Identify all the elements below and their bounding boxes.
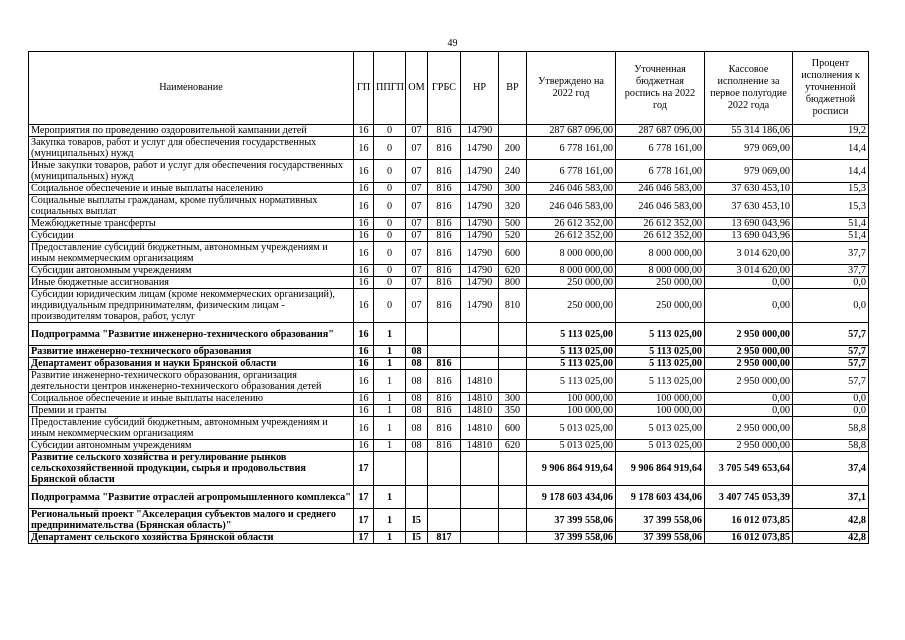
cell-ppgp: 1: [374, 358, 406, 370]
cell-approved: 37 399 558,06: [527, 509, 616, 532]
cell-grbs: 816: [428, 242, 461, 265]
cell-approved: 5 013 025,00: [527, 417, 616, 440]
cell-vr: [499, 370, 527, 393]
cell-name: Межбюджетные трансферты: [29, 218, 354, 230]
cell-refined: 37 399 558,06: [616, 532, 705, 544]
cell-om: [406, 486, 428, 509]
cell-ppgp: 0: [374, 160, 406, 183]
cell-gp: 16: [354, 393, 374, 405]
cell-executed: 2 950 000,00: [705, 370, 793, 393]
cell-om: 07: [406, 183, 428, 195]
cell-percent: 15,3: [793, 195, 869, 218]
cell-ppgp: 1: [374, 405, 406, 417]
cell-executed: 979 069,00: [705, 137, 793, 160]
header-np: НР: [461, 52, 499, 125]
table-row: [29, 195, 869, 218]
cell-refined: 246 046 583,00: [616, 183, 705, 195]
cell-approved: 9 906 864 919,64: [527, 452, 616, 486]
cell-vr: [499, 323, 527, 346]
header-name: Наименование: [29, 52, 354, 125]
cell-grbs: 816: [428, 440, 461, 452]
cell-name: Субсидии юридическим лицам (кроме некоммерческих организаций), индивидуальным предпринимателям, физическим лицам - производителям товаров, работ, услуг: [29, 289, 354, 323]
cell-name: Субсидии автономным учреждениям: [29, 265, 354, 277]
cell-om: 07: [406, 160, 428, 183]
cell-ppgp: 0: [374, 218, 406, 230]
cell-np: 14790: [461, 242, 499, 265]
cell-ppgp: [374, 452, 406, 486]
cell-np: 14810: [461, 440, 499, 452]
cell-np: [461, 486, 499, 509]
cell-executed: 0,00: [705, 277, 793, 289]
cell-grbs: 816: [428, 218, 461, 230]
cell-grbs: 816: [428, 370, 461, 393]
cell-grbs: 816: [428, 183, 461, 195]
cell-percent: 0,0: [793, 289, 869, 323]
cell-name: Предоставление субсидий бюджетным, автономным учреждениям и иным некоммерческим организациям: [29, 242, 354, 265]
cell-np: [461, 509, 499, 532]
cell-executed: 0,00: [705, 405, 793, 417]
cell-refined: 100 000,00: [616, 393, 705, 405]
cell-name: Социальное обеспечение и иные выплаты населению: [29, 183, 354, 195]
cell-refined: 9 178 603 434,06: [616, 486, 705, 509]
cell-approved: 250 000,00: [527, 277, 616, 289]
cell-executed: 55 314 186,06: [705, 125, 793, 137]
table-row: [29, 160, 869, 183]
cell-approved: 100 000,00: [527, 405, 616, 417]
cell-approved: 5 113 025,00: [527, 346, 616, 358]
cell-grbs: 816: [428, 195, 461, 218]
header-executed: Кассовое исполнение за первое полугодие 2022 года: [705, 52, 793, 125]
cell-executed: 3 014 620,00: [705, 242, 793, 265]
cell-om: 08: [406, 440, 428, 452]
cell-gp: 16: [354, 218, 374, 230]
cell-ppgp: 1: [374, 323, 406, 346]
cell-percent: 57,7: [793, 358, 869, 370]
cell-approved: 37 399 558,06: [527, 532, 616, 544]
table-row: [29, 218, 869, 230]
cell-np: 14810: [461, 370, 499, 393]
cell-percent: 42,8: [793, 509, 869, 532]
cell-vr: [499, 532, 527, 544]
cell-ppgp: 1: [374, 393, 406, 405]
cell-approved: 6 778 161,00: [527, 160, 616, 183]
cell-om: 07: [406, 242, 428, 265]
cell-vr: 520: [499, 230, 527, 242]
cell-om: 07: [406, 289, 428, 323]
page-number: 49: [447, 38, 458, 49]
cell-percent: 37,1: [793, 486, 869, 509]
cell-ppgp: 1: [374, 532, 406, 544]
cell-gp: 16: [354, 289, 374, 323]
cell-np: 14790: [461, 125, 499, 137]
cell-executed: 2 950 000,00: [705, 323, 793, 346]
cell-refined: 5 113 025,00: [616, 323, 705, 346]
cell-vr: [499, 346, 527, 358]
cell-gp: 16: [354, 277, 374, 289]
cell-executed: 979 069,00: [705, 160, 793, 183]
table-row: [29, 289, 869, 323]
cell-executed: 13 690 043,96: [705, 218, 793, 230]
cell-approved: 100 000,00: [527, 393, 616, 405]
cell-approved: 287 687 096,00: [527, 125, 616, 137]
cell-refined: 26 612 352,00: [616, 218, 705, 230]
cell-om: 07: [406, 125, 428, 137]
cell-vr: 300: [499, 393, 527, 405]
cell-ppgp: 0: [374, 265, 406, 277]
cell-vr: [499, 125, 527, 137]
cell-np: 14790: [461, 289, 499, 323]
cell-percent: 0,0: [793, 405, 869, 417]
cell-gp: 16: [354, 195, 374, 218]
cell-vr: [499, 452, 527, 486]
cell-np: 14810: [461, 393, 499, 405]
cell-refined: 26 612 352,00: [616, 230, 705, 242]
table-row: [29, 183, 869, 195]
cell-executed: 3 407 745 053,39: [705, 486, 793, 509]
cell-gp: 17: [354, 452, 374, 486]
cell-name: Субсидии: [29, 230, 354, 242]
cell-om: 08: [406, 370, 428, 393]
cell-approved: 5 113 025,00: [527, 370, 616, 393]
cell-percent: 14,4: [793, 137, 869, 160]
cell-vr: 500: [499, 218, 527, 230]
cell-np: 14790: [461, 137, 499, 160]
cell-vr: [499, 358, 527, 370]
cell-approved: 5 113 025,00: [527, 323, 616, 346]
cell-om: [406, 323, 428, 346]
cell-gp: 16: [354, 417, 374, 440]
cell-ppgp: 0: [374, 289, 406, 323]
table-row: [29, 440, 869, 452]
cell-np: 14790: [461, 160, 499, 183]
cell-vr: 600: [499, 242, 527, 265]
table-row: [29, 230, 869, 242]
table-row: [29, 452, 869, 486]
cell-om: I5: [406, 509, 428, 532]
table-header-row: [29, 52, 869, 125]
cell-executed: 0,00: [705, 393, 793, 405]
cell-refined: 37 399 558,06: [616, 509, 705, 532]
cell-grbs: 816: [428, 358, 461, 370]
cell-approved: 5 013 025,00: [527, 440, 616, 452]
cell-executed: 0,00: [705, 289, 793, 323]
cell-vr: 200: [499, 137, 527, 160]
cell-percent: 51,4: [793, 230, 869, 242]
cell-refined: 8 000 000,00: [616, 265, 705, 277]
cell-gp: 16: [354, 370, 374, 393]
cell-ppgp: 0: [374, 242, 406, 265]
cell-vr: 320: [499, 195, 527, 218]
cell-gp: 16: [354, 160, 374, 183]
cell-grbs: 816: [428, 125, 461, 137]
cell-percent: 57,7: [793, 323, 869, 346]
cell-grbs: 817: [428, 532, 461, 544]
cell-ppgp: 0: [374, 277, 406, 289]
cell-approved: 246 046 583,00: [527, 195, 616, 218]
cell-gp: 16: [354, 346, 374, 358]
cell-refined: 8 000 000,00: [616, 242, 705, 265]
cell-np: 14790: [461, 230, 499, 242]
cell-grbs: [428, 509, 461, 532]
cell-approved: 246 046 583,00: [527, 183, 616, 195]
cell-ppgp: 1: [374, 346, 406, 358]
cell-om: 07: [406, 265, 428, 277]
cell-gp: 16: [354, 242, 374, 265]
cell-executed: 2 950 000,00: [705, 440, 793, 452]
cell-vr: 800: [499, 277, 527, 289]
cell-grbs: [428, 452, 461, 486]
cell-name: Подпрограмма "Развитие отраслей агропромышленного комплекса": [29, 486, 354, 509]
cell-np: 14810: [461, 405, 499, 417]
cell-grbs: [428, 486, 461, 509]
cell-ppgp: 0: [374, 230, 406, 242]
header-grbs: ГРБС: [428, 52, 461, 125]
cell-approved: 5 113 025,00: [527, 358, 616, 370]
table-row: [29, 486, 869, 509]
cell-ppgp: 0: [374, 137, 406, 160]
cell-grbs: [428, 323, 461, 346]
cell-vr: [499, 509, 527, 532]
cell-approved: 26 612 352,00: [527, 230, 616, 242]
cell-np: [461, 452, 499, 486]
table-row: [29, 509, 869, 532]
cell-name: Развитие инженерно-технического образования, организация деятельности центров инженерно-технического образования детей: [29, 370, 354, 393]
cell-refined: 100 000,00: [616, 405, 705, 417]
cell-percent: 58,8: [793, 440, 869, 452]
header-percent: Процент исполнения к уточненной бюджетной росписи: [793, 52, 869, 125]
table-row: [29, 265, 869, 277]
cell-name: Предоставление субсидий бюджетным, автономным учреждениям и иным некоммерческим организациям: [29, 417, 354, 440]
cell-vr: 600: [499, 417, 527, 440]
cell-approved: 6 778 161,00: [527, 137, 616, 160]
cell-name: Подпрограмма "Развитие инженерно-технического образования": [29, 323, 354, 346]
cell-executed: 16 012 073,85: [705, 532, 793, 544]
cell-refined: 6 778 161,00: [616, 160, 705, 183]
cell-gp: 17: [354, 532, 374, 544]
cell-np: 14790: [461, 183, 499, 195]
cell-refined: 5 013 025,00: [616, 440, 705, 452]
cell-executed: 37 630 453,10: [705, 195, 793, 218]
cell-name: Социальные выплаты гражданам, кроме публичных нормативных социальных выплат: [29, 195, 354, 218]
cell-ppgp: 1: [374, 370, 406, 393]
cell-om: 07: [406, 218, 428, 230]
cell-om: 07: [406, 230, 428, 242]
cell-percent: 15,3: [793, 183, 869, 195]
cell-name: Закупка товаров, работ и услуг для обеспечения государственных (муниципальных) нужд: [29, 137, 354, 160]
cell-approved: 250 000,00: [527, 289, 616, 323]
table-row: [29, 405, 869, 417]
cell-grbs: 816: [428, 265, 461, 277]
cell-percent: 19,2: [793, 125, 869, 137]
cell-gp: 16: [354, 405, 374, 417]
cell-percent: 37,7: [793, 265, 869, 277]
cell-gp: 16: [354, 440, 374, 452]
cell-om: 08: [406, 405, 428, 417]
cell-om: 08: [406, 358, 428, 370]
cell-np: 14810: [461, 417, 499, 440]
cell-vr: 300: [499, 183, 527, 195]
cell-grbs: 816: [428, 277, 461, 289]
cell-refined: 246 046 583,00: [616, 195, 705, 218]
cell-refined: 5 113 025,00: [616, 346, 705, 358]
cell-name: Департамент сельского хозяйства Брянской области: [29, 532, 354, 544]
cell-name: Социальное обеспечение и иные выплаты населению: [29, 393, 354, 405]
cell-grbs: 816: [428, 417, 461, 440]
cell-percent: 42,8: [793, 532, 869, 544]
cell-vr: 620: [499, 440, 527, 452]
cell-ppgp: 1: [374, 486, 406, 509]
cell-executed: 13 690 043,96: [705, 230, 793, 242]
table-row: [29, 417, 869, 440]
cell-np: 14790: [461, 265, 499, 277]
cell-executed: 2 950 000,00: [705, 346, 793, 358]
cell-percent: 57,7: [793, 370, 869, 393]
cell-vr: 240: [499, 160, 527, 183]
cell-gp: 16: [354, 125, 374, 137]
budget-table: [28, 51, 869, 544]
cell-om: 07: [406, 137, 428, 160]
cell-executed: 3 014 620,00: [705, 265, 793, 277]
header-vr: ВР: [499, 52, 527, 125]
table-row: [29, 393, 869, 405]
cell-np: [461, 323, 499, 346]
table-row: [29, 242, 869, 265]
cell-percent: 14,4: [793, 160, 869, 183]
cell-refined: 6 778 161,00: [616, 137, 705, 160]
cell-vr: [499, 486, 527, 509]
cell-refined: 5 113 025,00: [616, 370, 705, 393]
cell-percent: 37,4: [793, 452, 869, 486]
cell-om: 08: [406, 417, 428, 440]
header-ppgp: ППГП: [374, 52, 406, 125]
cell-name: Департамент образования и науки Брянской области: [29, 358, 354, 370]
header-gp: ГП: [354, 52, 374, 125]
cell-gp: 16: [354, 358, 374, 370]
cell-refined: 5 013 025,00: [616, 417, 705, 440]
cell-ppgp: 0: [374, 125, 406, 137]
cell-executed: 16 012 073,85: [705, 509, 793, 532]
table-row: [29, 346, 869, 358]
cell-gp: 16: [354, 183, 374, 195]
table-row: [29, 370, 869, 393]
cell-grbs: 816: [428, 230, 461, 242]
header-approved: Утверждено на 2022 год: [527, 52, 616, 125]
cell-name: Развитие сельского хозяйства и регулирование рынков сельскохозяйственной продукции, сырья и продовольствия Брянской области: [29, 452, 354, 486]
cell-executed: 37 630 453,10: [705, 183, 793, 195]
cell-grbs: 816: [428, 289, 461, 323]
cell-approved: 8 000 000,00: [527, 242, 616, 265]
cell-refined: 287 687 096,00: [616, 125, 705, 137]
cell-refined: 250 000,00: [616, 289, 705, 323]
cell-om: 08: [406, 346, 428, 358]
cell-om: 07: [406, 277, 428, 289]
header-refined: Уточненная бюджетная роспись на 2022 год: [616, 52, 705, 125]
cell-np: [461, 358, 499, 370]
cell-executed: 3 705 549 653,64: [705, 452, 793, 486]
table-row: [29, 532, 869, 544]
cell-percent: 0,0: [793, 277, 869, 289]
cell-grbs: 816: [428, 137, 461, 160]
cell-refined: 250 000,00: [616, 277, 705, 289]
cell-np: 14790: [461, 277, 499, 289]
cell-grbs: [428, 346, 461, 358]
cell-refined: 9 906 864 919,64: [616, 452, 705, 486]
cell-name: Субсидии автономным учреждениям: [29, 440, 354, 452]
cell-gp: 16: [354, 137, 374, 160]
cell-gp: 17: [354, 486, 374, 509]
cell-percent: 51,4: [793, 218, 869, 230]
header-om: ОМ: [406, 52, 428, 125]
cell-refined: 5 113 025,00: [616, 358, 705, 370]
table-row: [29, 277, 869, 289]
cell-gp: 17: [354, 509, 374, 532]
cell-vr: 810: [499, 289, 527, 323]
cell-np: [461, 532, 499, 544]
cell-name: Мероприятия по проведению оздоровительной кампании детей: [29, 125, 354, 137]
cell-np: 14790: [461, 218, 499, 230]
table-row: [29, 358, 869, 370]
table-row: [29, 323, 869, 346]
cell-ppgp: 1: [374, 509, 406, 532]
table-body: [29, 125, 869, 544]
table-row: [29, 125, 869, 137]
cell-name: Иные закупки товаров, работ и услуг для обеспечения государственных (муниципальных) нужд: [29, 160, 354, 183]
cell-vr: 350: [499, 405, 527, 417]
cell-name: Премии и гранты: [29, 405, 354, 417]
cell-ppgp: 1: [374, 417, 406, 440]
cell-vr: 620: [499, 265, 527, 277]
cell-ppgp: 0: [374, 183, 406, 195]
cell-om: 08: [406, 393, 428, 405]
cell-percent: 57,7: [793, 346, 869, 358]
cell-grbs: 816: [428, 405, 461, 417]
cell-name: Региональный проект "Акселерация субъектов малого и среднего предпринимательства (Брянская область)": [29, 509, 354, 532]
cell-percent: 37,7: [793, 242, 869, 265]
cell-approved: 8 000 000,00: [527, 265, 616, 277]
table-row: [29, 137, 869, 160]
cell-om: [406, 452, 428, 486]
cell-om: I5: [406, 532, 428, 544]
cell-percent: 0,0: [793, 393, 869, 405]
cell-gp: 16: [354, 265, 374, 277]
cell-ppgp: 0: [374, 195, 406, 218]
cell-grbs: 816: [428, 160, 461, 183]
cell-om: 07: [406, 195, 428, 218]
cell-approved: 26 612 352,00: [527, 218, 616, 230]
cell-ppgp: 1: [374, 440, 406, 452]
cell-name: Иные бюджетные ассигнования: [29, 277, 354, 289]
cell-percent: 58,8: [793, 417, 869, 440]
cell-np: [461, 346, 499, 358]
cell-gp: 16: [354, 230, 374, 242]
cell-executed: 2 950 000,00: [705, 358, 793, 370]
cell-approved: 9 178 603 434,06: [527, 486, 616, 509]
cell-grbs: 816: [428, 393, 461, 405]
cell-executed: 2 950 000,00: [705, 417, 793, 440]
cell-np: 14790: [461, 195, 499, 218]
cell-name: Развитие инженерно-технического образования: [29, 346, 354, 358]
cell-gp: 16: [354, 323, 374, 346]
